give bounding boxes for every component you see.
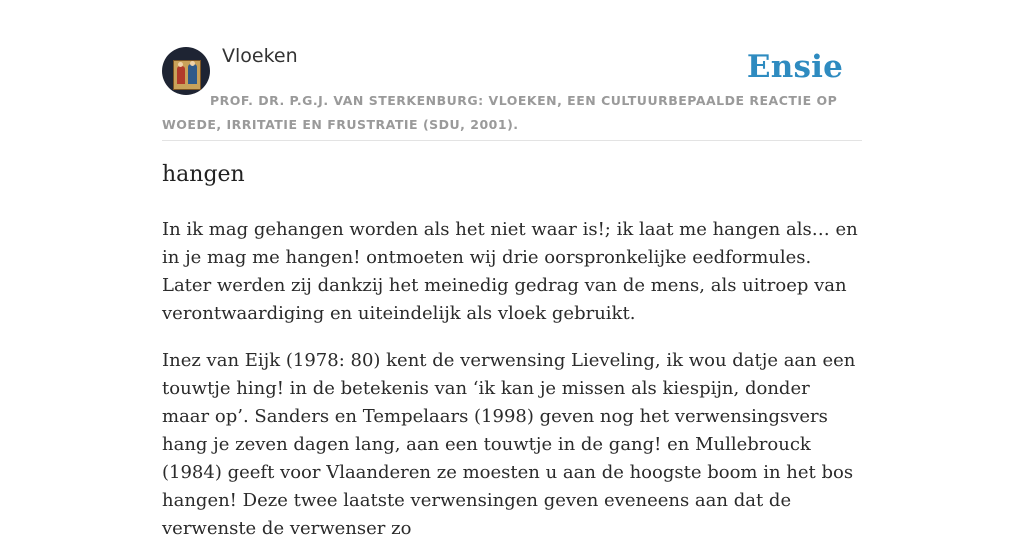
ensie-logo[interactable]: Ensie bbox=[746, 49, 843, 85]
entry-paragraph: Inez van Eijk (1978: 80) kent de verwensing Lieveling, ik wou datje aan een touwtje hing! in de betekenis van ‘ik kan je missen als kiespijn, donder maar op’. Sanders en Tempelaars (1998) geven nog het verwensingsvers hang je zeven dagen lang, aan een touwtje in de gang! en Mullebrouck (1984) geeft voor Vlaanderen ze moesten u aan de hoogste boom in het bos hangen! Deze twee laatste verwensingen geven eveneens aan dat de verwenste de verwenser zo bbox=[162, 350, 856, 539]
book-title-link[interactable]: Vloeken bbox=[222, 45, 298, 67]
source-citation: PROF. DR. P.G.J. VAN STERKENBURG: VLOEKEN, EEN CULTUURBEPAALDE REACTIE OP WOEDE, IRRITATIE EN FRUSTRATIE (SDU, 2001). bbox=[162, 93, 838, 132]
entry-header bbox=[162, 0, 862, 141]
figure-head bbox=[178, 62, 183, 67]
figure-shape bbox=[188, 64, 197, 84]
entry-title: hangen bbox=[162, 162, 245, 187]
entry-page bbox=[162, 0, 862, 539]
figure-head bbox=[190, 61, 195, 66]
figure-shape bbox=[177, 66, 185, 84]
book-cover-avatar[interactable] bbox=[162, 47, 210, 95]
entry-paragraph: In ik mag gehangen worden als het niet waar is!; ik laat me hangen als… en in je mag me hangen! ontmoeten wij drie oorspronkelijke eedformules. Later werden zij dankzij het meinedig gedrag van de mens, als uitroep van verontwaardiging en uiteindelijk als vloek gebruikt. bbox=[162, 219, 858, 324]
painting-icon bbox=[173, 60, 201, 90]
